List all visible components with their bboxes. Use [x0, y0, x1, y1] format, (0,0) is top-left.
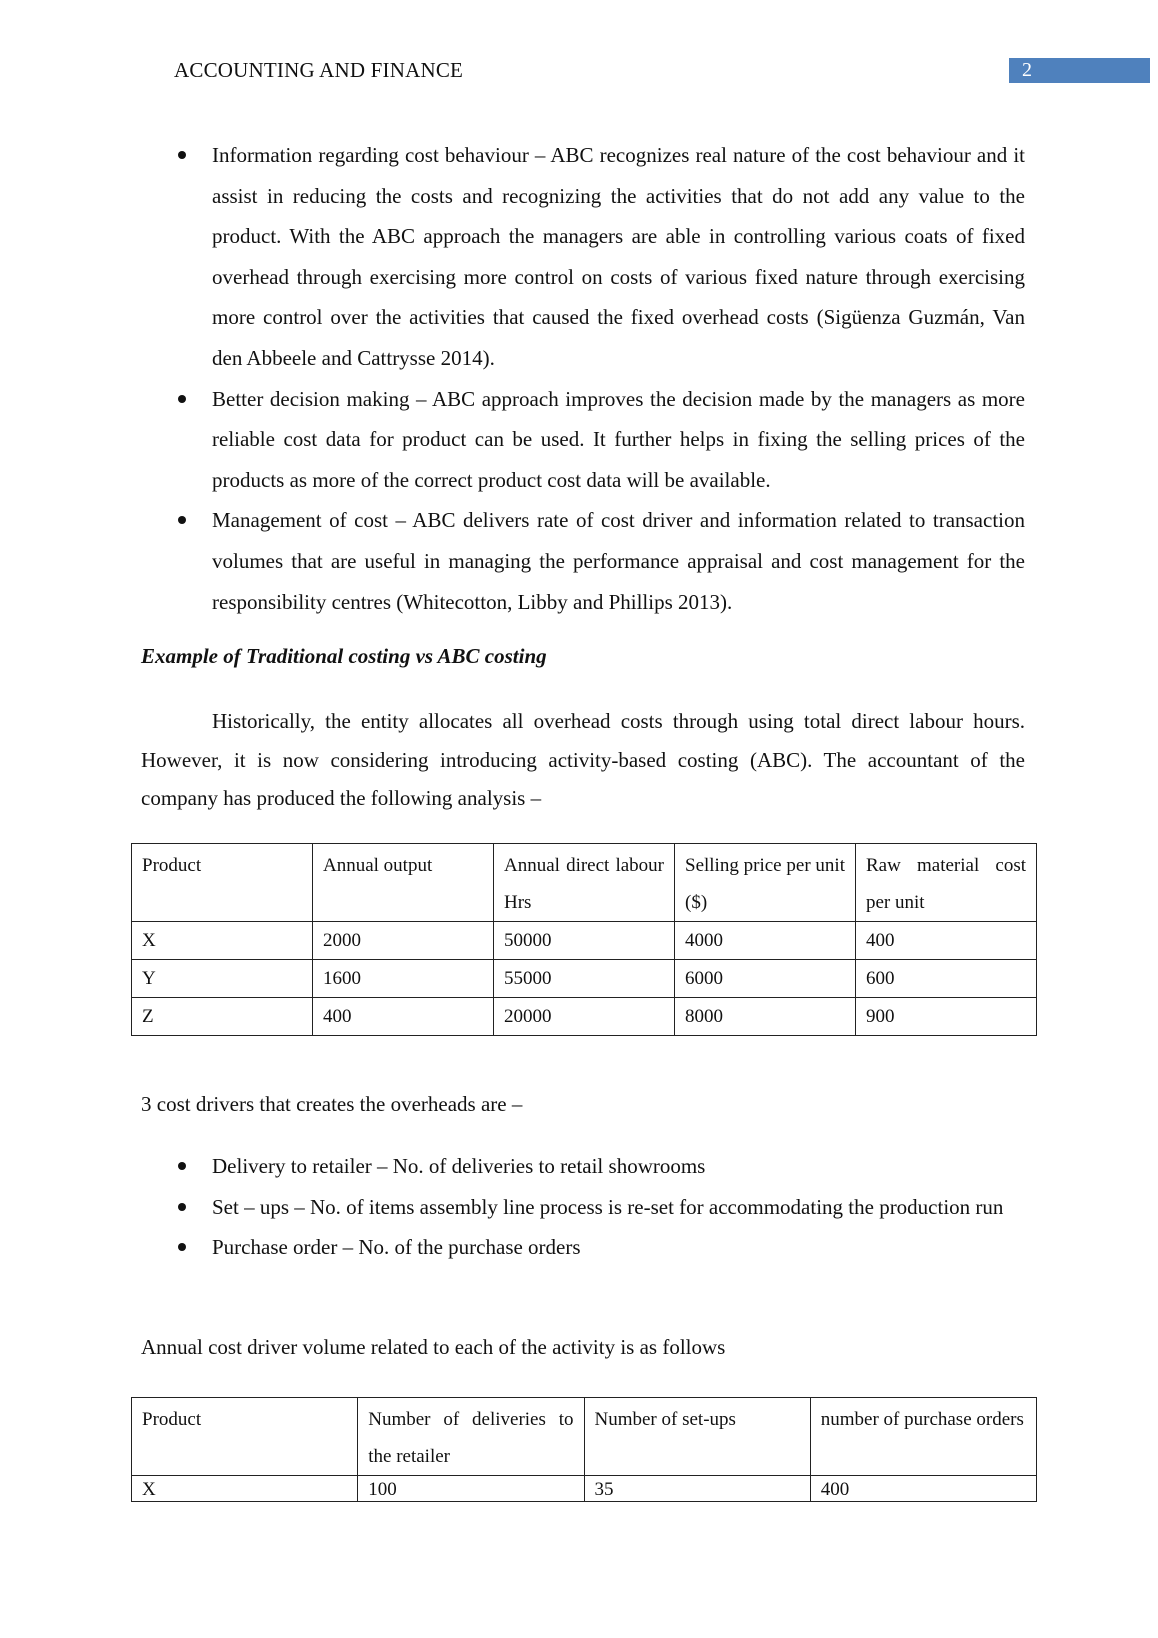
table-cell: 900 — [856, 998, 1037, 1036]
bullet-text: Information regarding cost behaviour – ABC recognizes real nature of the cost behaviour and it assist in reducing the costs and recognizing the activities that do not add any value to the product. With the ABC approach the managers are able in controlling various coats of fixed overhead through exercising more control on costs of various fixed nature through exercising more control over the activities that caused the fixed overhead costs (Sigüenza Guzmán, Van den Abbeele and Cattrysse 2014). — [212, 143, 1025, 370]
table-cell: 400 — [856, 922, 1037, 960]
annual-volume-intro: Annual cost driver volume related to each of the activity is as follows — [141, 1335, 726, 1359]
product-analysis-table — [131, 843, 1037, 1036]
running-header-title: ACCOUNTING AND FINANCE — [174, 58, 464, 82]
table-cell: 1600 — [313, 960, 494, 998]
bullet-icon — [178, 1203, 186, 1211]
bullet-text: Set – ups – No. of items assembly line process is re-set for accommodating the production run — [212, 1194, 1004, 1219]
table-cell: 4000 — [675, 922, 856, 960]
bullet-icon — [178, 1162, 186, 1170]
table-cell: 400 — [810, 1476, 1036, 1502]
table-cell: 50000 — [494, 922, 675, 960]
table-cell: 35 — [584, 1476, 810, 1502]
table-row — [132, 960, 1037, 998]
table-header-cell: Number of set-ups — [584, 1398, 810, 1476]
table-header-row — [132, 844, 1037, 922]
intro-text: Historically, the entity allocates all overhead costs through using total direct labour hours. However, it is now considering introducing activity-based costing (ABC). The accountant of the company has produced the following analysis – — [141, 709, 1025, 810]
list-item — [174, 379, 1025, 501]
table-header-cell: Annual output — [313, 844, 494, 922]
cost-drivers-bullet-list — [174, 1146, 1025, 1268]
bullet-text: Management of cost – ABC delivers rate of cost driver and information related to transaction volumes that are useful in managing the performance appraisal and cost management for the responsibility centres (Whitecotton, Libby and Phillips 2013). — [212, 508, 1025, 614]
page-number-badge: 2 — [1009, 58, 1150, 83]
table-cell: Z — [132, 998, 313, 1036]
cost-driver-volume-table — [131, 1397, 1037, 1502]
table-header-cell: number of purchase orders — [810, 1398, 1036, 1476]
list-item — [174, 500, 1025, 622]
benefits-bullet-list — [174, 135, 1025, 622]
table-cell: 600 — [856, 960, 1037, 998]
table-header-cell: Product — [132, 844, 313, 922]
table-cell: X — [132, 922, 313, 960]
bullet-text: Better decision making – ABC approach improves the decision made by the managers as more reliable cost data for product can be used. It further helps in fixing the selling prices of the products as more of the correct product cost data will be available. — [212, 386, 1025, 492]
bullet-text: Delivery to retailer – No. of deliveries to retail showrooms — [212, 1154, 706, 1178]
table-cell: 6000 — [675, 960, 856, 998]
table-row — [132, 998, 1037, 1036]
table-header-row — [132, 1398, 1037, 1476]
bullet-text: Purchase order – No. of the purchase orders — [212, 1235, 581, 1260]
bullet-icon — [178, 395, 186, 403]
table-header-cell: Raw material cost per unit — [856, 844, 1037, 922]
list-item — [174, 1227, 1025, 1268]
list-item — [174, 1146, 1025, 1187]
table-cell: 20000 — [494, 998, 675, 1036]
table-cell: 400 — [313, 998, 494, 1036]
table-cell: 100 — [358, 1476, 584, 1502]
bullet-icon — [178, 151, 186, 159]
section-heading: Example of Traditional costing vs ABC costing — [141, 644, 547, 668]
table-row — [132, 1476, 1037, 1502]
table-header-cell: Product — [132, 1398, 358, 1476]
table-cell: Y — [132, 960, 313, 998]
table-cell: 8000 — [675, 998, 856, 1036]
table-header-cell: Selling price per unit ($) — [675, 844, 856, 922]
bullet-icon — [178, 1243, 186, 1251]
table-cell: X — [132, 1476, 358, 1502]
table-header-cell: Annual direct labour Hrs — [494, 844, 675, 922]
table-cell: 2000 — [313, 922, 494, 960]
bullet-icon — [178, 516, 186, 524]
table-cell: 55000 — [494, 960, 675, 998]
table-header-cell: Number of deliveries to the retailer — [358, 1398, 584, 1476]
list-item — [174, 1187, 1025, 1228]
table-row — [132, 922, 1037, 960]
intro-paragraph — [141, 702, 1025, 818]
list-item — [174, 135, 1025, 379]
cost-drivers-intro: 3 cost drivers that creates the overheads are – — [141, 1092, 523, 1116]
